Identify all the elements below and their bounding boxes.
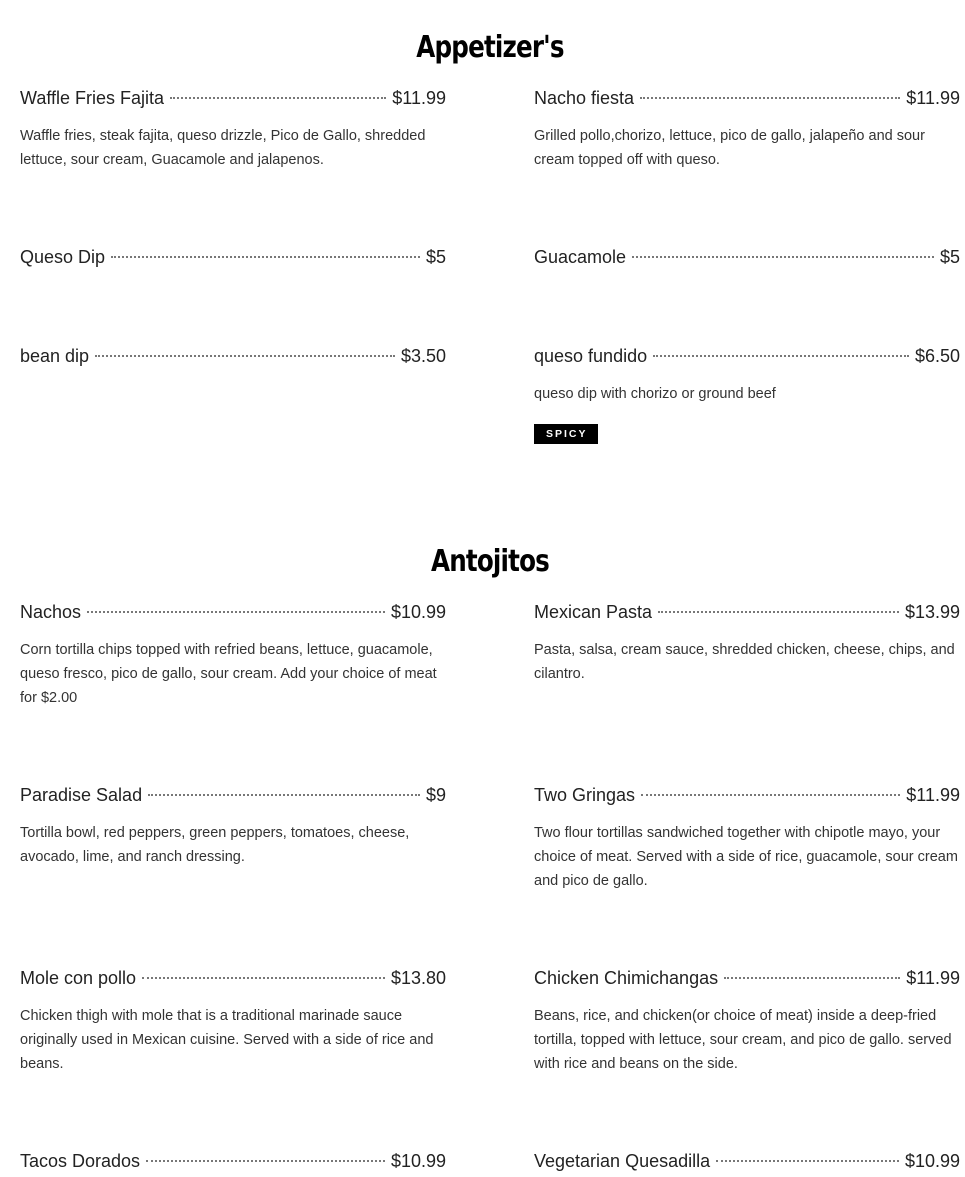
dot-leader xyxy=(653,355,909,357)
menu-item-name: Nacho fiesta xyxy=(534,88,635,108)
menu-item-price: $11.99 xyxy=(392,88,446,108)
dot-leader xyxy=(111,256,420,258)
dot-leader xyxy=(716,1160,899,1162)
dot-leader xyxy=(95,355,395,357)
menu-item-price: $11.99 xyxy=(906,785,960,805)
menu-item-name: Vegetarian Quesadilla xyxy=(534,1151,711,1171)
menu-item-description: Two flour tortillas sandwiched together with chipotle mayo, your choice of meat. Served with a side of rice, guacamole, sour cream and pico de gallo. xyxy=(534,825,958,889)
menu-item-description: Chicken thigh with mole that is a traditional marinade sauce originally used in Mexican cuisine. Served with a side of rice and beans. xyxy=(20,1008,434,1072)
menu-item-header xyxy=(534,88,960,112)
menu-item-header xyxy=(534,785,960,809)
menu-item-name: Guacamole xyxy=(534,247,627,267)
menu-item-header xyxy=(20,88,446,112)
menu-item xyxy=(20,602,446,710)
menu-item-header xyxy=(20,602,446,626)
menu-item-name: Mole con pollo xyxy=(20,968,137,988)
menu-item-description: Beans, rice, and chicken(or choice of meat) inside a deep-fried tortilla, topped with lettuce, sour cream, and pico de gallo. served with rice and beans on the side. xyxy=(534,1008,952,1072)
menu-item-price: $5 xyxy=(939,247,960,267)
menu-item xyxy=(20,785,446,869)
menu-item xyxy=(534,346,960,444)
menu-item-price: $10.99 xyxy=(904,1151,960,1171)
menu-item-price: $9 xyxy=(425,785,446,805)
menu-item-header xyxy=(20,1151,446,1175)
menu-item xyxy=(20,1151,446,1175)
dot-leader xyxy=(146,1160,385,1162)
menu-item-price: $6.50 xyxy=(914,346,960,366)
menu-item-header xyxy=(20,785,446,809)
menu-item xyxy=(534,1151,960,1175)
menu-item xyxy=(534,602,960,686)
dot-leader xyxy=(170,97,386,99)
menu-item-price: $10.99 xyxy=(390,602,446,622)
dot-leader xyxy=(87,611,385,613)
menu-item xyxy=(534,88,960,172)
menu-item-price: $3.50 xyxy=(400,346,446,366)
dot-leader xyxy=(640,97,900,99)
menu-item-header xyxy=(534,968,960,992)
section-title-antojitos: Antojitos xyxy=(430,544,550,579)
dot-leader xyxy=(632,256,934,258)
menu-item-description: Corn tortilla chips topped with refried beans, lettuce, guacamole, queso fresco, pico de gallo, sour cream. Add your choice of meat for $2.00 xyxy=(20,642,437,706)
menu-item-description: Tortilla bowl, red peppers, green peppers, tomatoes, cheese, avocado, lime, and ranch dressing. xyxy=(20,825,410,865)
menu-item-price: $13.80 xyxy=(390,968,446,988)
menu-item-header xyxy=(534,346,960,370)
menu-item-header xyxy=(534,1151,960,1175)
menu-item-name: bean dip xyxy=(20,346,90,366)
menu-item-name: Nachos xyxy=(20,602,82,622)
dot-leader xyxy=(142,977,385,979)
spicy-badge: SPICY xyxy=(534,424,598,444)
menu-item xyxy=(20,247,446,271)
menu-item-name: Paradise Salad xyxy=(20,785,143,805)
menu-item-name: Two Gringas xyxy=(534,785,636,805)
menu-item-description: Grilled pollo,chorizo, lettuce, pico de gallo, jalapeño and sour cream topped off with queso. xyxy=(534,128,925,168)
menu-item-name: Tacos Dorados xyxy=(20,1151,141,1171)
menu-item-header xyxy=(20,968,446,992)
menu-item-price: $10.99 xyxy=(390,1151,446,1171)
menu-item-header xyxy=(20,346,446,370)
menu-item-description: queso dip with chorizo or ground beef xyxy=(534,386,776,402)
menu-item-description: Waffle fries, steak fajita, queso drizzle, Pico de Gallo, shredded lettuce, sour cream, Guacamole and jalapenos. xyxy=(20,128,426,168)
dot-leader xyxy=(148,794,420,796)
dot-leader xyxy=(641,794,900,796)
section-title-appetizers: Appetizer's xyxy=(416,30,564,65)
menu-item-header xyxy=(20,247,446,271)
menu-item xyxy=(20,88,446,172)
menu-item-header xyxy=(534,247,960,271)
dot-leader xyxy=(658,611,899,613)
menu-item-price: $11.99 xyxy=(906,88,960,108)
menu-item xyxy=(534,785,960,893)
menu-item xyxy=(20,968,446,1076)
menu-item-name: Waffle Fries Fajita xyxy=(20,88,165,108)
menu-item-price: $11.99 xyxy=(906,968,960,988)
dot-leader xyxy=(724,977,900,979)
menu-item xyxy=(534,968,960,1076)
menu-item-description: Pasta, salsa, cream sauce, shredded chicken, cheese, chips, and cilantro. xyxy=(534,642,955,682)
menu-item-name: Chicken Chimichangas xyxy=(534,968,719,988)
menu-item xyxy=(20,346,446,370)
menu-item-name: Queso Dip xyxy=(20,247,106,267)
menu-item-price: $13.99 xyxy=(904,602,960,622)
menu-item-name: Mexican Pasta xyxy=(534,602,653,622)
menu-item-name: queso fundido xyxy=(534,346,648,366)
menu-item-header xyxy=(534,602,960,626)
menu-item xyxy=(534,247,960,271)
menu-item-price: $5 xyxy=(425,247,446,267)
